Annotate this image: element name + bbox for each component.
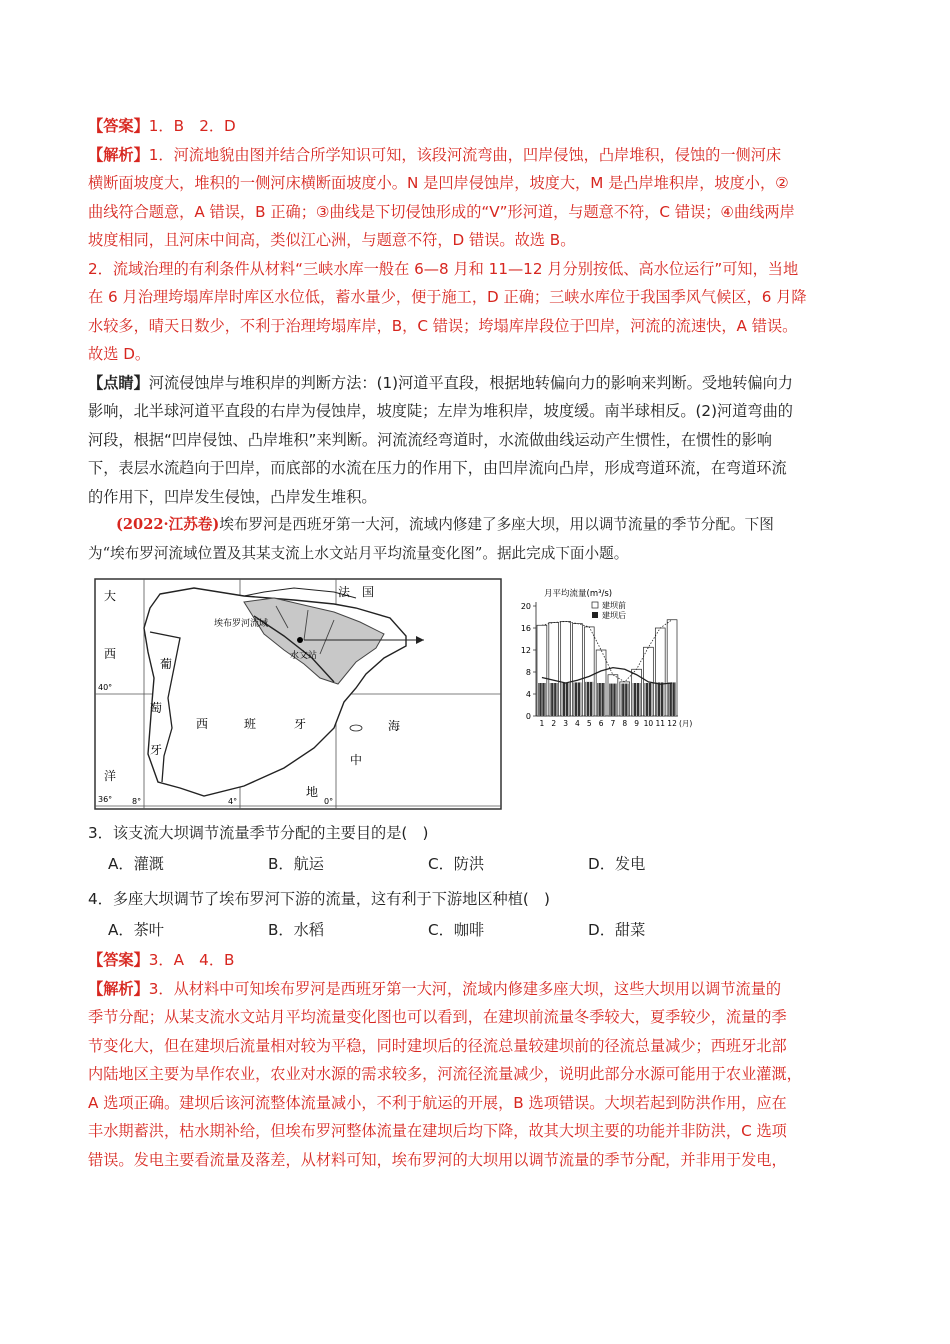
label-portugal-1: 葡 [160, 657, 173, 671]
label-station: 水文站 [290, 651, 318, 661]
x-tick-label: 2 [551, 719, 557, 728]
analysis-line: 曲线符合题意，A 错误，B 正确；③曲线是下切侵蚀形成的“V”形河道，与题意不符，C 错误；④曲线两岸 [88, 202, 795, 221]
answer-label: 【答案】 [88, 117, 149, 135]
intro-line-1: 埃布罗河是西班牙第一大河，流域内修建了多座大坝，用以调节流量的季节分配。下图 [219, 516, 774, 533]
tip-line: 河段，根据“凹岸侵蚀、凸岸堆积”来判断。河流流经弯道时，水流做曲线运动产生惯性，在惯性的影响 [88, 430, 772, 449]
y-tick-label: 4 [525, 690, 531, 699]
label-med-2: 中 [350, 753, 363, 767]
source-tag: (2022·江苏卷) [116, 516, 220, 533]
analysis-line: 节变化大，但在建坝后流量相对较为平稳，同时建坝后的径流总量较建坝前的径流总量减少；西班牙北部 [88, 1036, 787, 1055]
analysis-label: 【解析】 [88, 979, 149, 998]
analysis-line: 季节分配；从某支流水文站月平均流量变化图也可以看到，在建坝前流量冬季较大，夏季较少，流量的季 [88, 1008, 787, 1026]
x-tick-label: 10 [643, 719, 654, 728]
x-tick-label: 12 [667, 719, 677, 728]
analysis-line: 错误。发电主要看流量及落差，从材料可知，埃布罗河的大坝用以调节流量的季节分配，并非用于发电， [88, 1150, 787, 1169]
analysis-label: 【解析】 [88, 145, 149, 164]
label-atlantic-1: 大 [104, 589, 117, 603]
analysis-line: 水较多，晴天日数少，不利于治理垮塌库岸，B，C 错误；垮塌库岸段位于凹岸，河流的流速快，A 错误。 [88, 316, 798, 335]
document-page [88, 112, 868, 1174]
q3-option-a[interactable]: A．灌溉 [108, 855, 164, 873]
y-tick-label: 8 [525, 668, 531, 677]
q3-option-d[interactable]: D．发电 [588, 855, 646, 873]
chart-marks [521, 602, 693, 728]
analysis-line: 丰水期蓄洪，枯水期补给，但埃布罗河整体流量在建坝后均下降，故其大坝主要的功能并非防洪，C 选项 [88, 1122, 787, 1140]
legend-after-swatch [592, 612, 598, 618]
label-lat-36: 36° [98, 795, 113, 804]
label-spain-3: 牙 [294, 717, 307, 731]
label-france: 法 国 [338, 585, 375, 599]
legend-before-label: 建坝前 [602, 601, 626, 610]
label-spain-1: 西 [196, 717, 209, 731]
question-4-options [88, 914, 868, 946]
q4-option-b[interactable]: B．水稻 [268, 921, 324, 939]
legend-before-swatch [592, 602, 598, 608]
tip-line: 影响，北半球河道平直段的右岸为侵蚀岸，坡度陡；左岸为堆积岸，坡度缓。南半球相反。(2)河道弯曲的 [88, 402, 793, 420]
analysis-line: 故选 D。 [88, 345, 151, 363]
analysis-line: 横断面坡度大，堆积的一侧河床横断面坡度小。N 是凹岸侵蚀岸，坡度大，M 是凸岸堆积岸，坡度小，② [88, 174, 789, 192]
analysis-line: 2．流域治理的有利条件从材料“三峡水库一般在 6—8 月和 11—12 月分别按低、高水位运行”可知，当地 [88, 259, 799, 278]
label-atlantic-3: 洋 [104, 769, 117, 783]
tip-line: 下，表层水流趋向于凹岸，而底部的水流在压力的作用下，由凹岸流向凸岸，形成弯道环流，在弯道环流 [88, 459, 787, 477]
x-tick-label: 6 [598, 719, 604, 728]
q3-option-c[interactable]: C．防洪 [428, 855, 485, 873]
x-tick-label: 1 [539, 719, 545, 728]
label-lon-8: 8° [132, 797, 142, 806]
question-intro [88, 511, 868, 540]
figure [88, 578, 868, 814]
analysis-line: 内陆地区主要为旱作农业，农业对水源的需求较多，河流径流量减少，说明此部分水源可能用于农业灌溉， [88, 1065, 802, 1083]
x-tick-label: 9 [634, 719, 639, 728]
label-atlantic-2: 西 [104, 647, 117, 661]
x-axis-suffix: (月) [679, 719, 693, 728]
x-tick-label: 8 [622, 719, 628, 728]
tip-text: 河流侵蚀岸与堆积岸的判断方法：(1)河道平直段，根据地转偏向力的影响来判断。受地转偏向力 [148, 373, 793, 392]
analysis-line: 坡度相同，且河床中间高，类似江心洲，与题意不符，D 错误。故选 B。 [88, 231, 576, 249]
analysis-text: 1．河流地貌由图并结合所学知识可知，该段河流弯曲，凹岸侵蚀，凸岸堆积，侵蚀的一侧河床 [148, 145, 782, 164]
label-lon-4: 4° [228, 797, 238, 806]
x-tick-label: 5 [586, 719, 592, 728]
analysis-line: 在 6 月治理垮塌库岸时库区水位低，蓄水量少，便于施工，D 正确；三峡水库位于我国季风气候区，6 月降 [88, 288, 807, 306]
tip-line [88, 369, 868, 398]
q4-option-a[interactable]: A．茶叶 [108, 921, 164, 939]
answer-line-1 [88, 112, 868, 141]
x-tick-label: 4 [575, 719, 580, 728]
question-3-stem: 3．该支流大坝调节流量季节分配的主要目的是( ) [88, 824, 429, 842]
analysis-line: A 选项正确。建坝后该河流整体流量减小，不利于航运的开展，B 选项错误。大坝若起到防洪作用，应在 [88, 1093, 787, 1112]
x-tick-label: 7 [610, 719, 616, 728]
ebro-map [94, 578, 502, 810]
analysis-text: 3．从材料中可知埃布罗河是西班牙第一大河，流域内修建多座大坝，这些大坝用以调节流量的 [148, 979, 782, 998]
label-med-1: 海 [388, 719, 401, 733]
label-med-3: 地 [306, 785, 319, 799]
label-lat-40: 40° [98, 683, 113, 692]
question-3-options [88, 848, 868, 880]
intro-line-2: 为“埃布罗河流域位置及其某支流上水文站月平均流量变化图”。据此完成下面小题。 [88, 544, 629, 562]
flow-chart [514, 584, 734, 736]
tip-label: 【点睛】 [88, 373, 149, 392]
label-portugal-3: 牙 [150, 743, 163, 757]
q4-option-c[interactable]: C．咖啡 [428, 921, 485, 939]
answer-label: 【答案】 [88, 951, 149, 969]
label-spain-2: 班 [244, 717, 257, 731]
legend-after-label: 建坝后 [602, 611, 626, 620]
q4-option-d[interactable]: D．甜菜 [588, 921, 646, 939]
y-tick-label: 0 [525, 712, 531, 721]
answer-text: 1．B 2．D [148, 117, 236, 135]
y-tick-label: 20 [520, 602, 531, 611]
analysis-line [88, 141, 868, 170]
answer-text: 3．A 4．B [148, 951, 235, 969]
label-basin: 埃布罗河流域 [214, 619, 269, 629]
station-marker [297, 637, 303, 643]
balearic-island [350, 725, 362, 731]
x-tick-label: 11 [655, 719, 666, 728]
tip-line: 的作用下，凹岸发生侵蚀，凸岸发生堆积。 [88, 487, 377, 506]
label-lon-0: 0° [324, 797, 334, 806]
answer-line-2 [88, 946, 868, 975]
q3-option-b[interactable]: B．航运 [268, 855, 324, 873]
analysis-line [88, 975, 868, 1004]
question-4-stem: 4．多座大坝调节了埃布罗河下游的流量，这有利于下游地区种植( ) [88, 890, 550, 908]
y-tick-label: 16 [520, 624, 531, 633]
chart-title: 月平均流量(m³/s) [544, 589, 613, 599]
y-tick-label: 12 [520, 646, 531, 655]
label-portugal-2: 萄 [150, 701, 163, 715]
x-tick-label: 3 [563, 719, 568, 728]
